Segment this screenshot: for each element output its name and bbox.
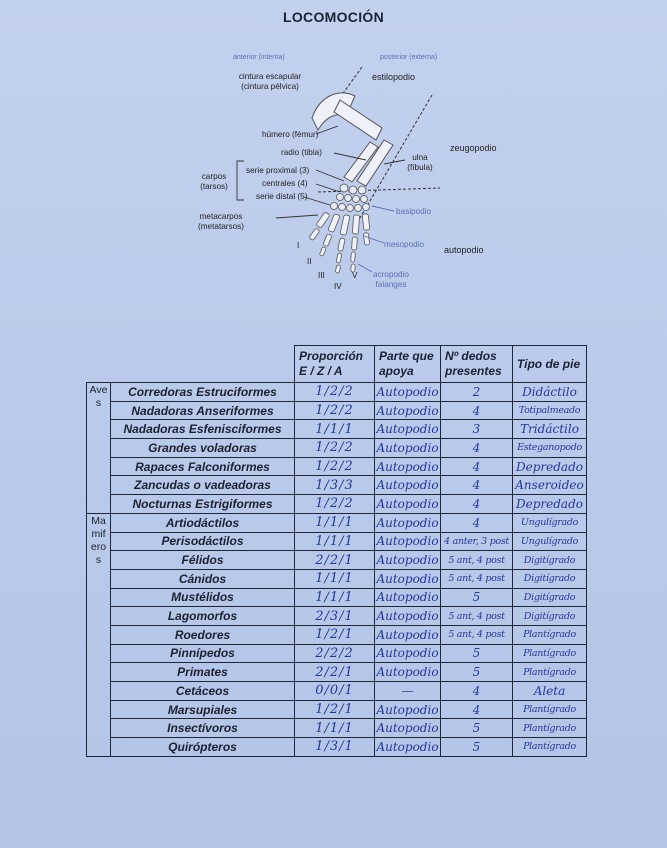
cell-name: Primates <box>111 663 295 682</box>
label-cintura <box>228 72 312 91</box>
cell-dedos: 5 <box>441 719 513 738</box>
cell-parte: Autopodio <box>375 644 441 663</box>
cell-tipo: Depredado <box>513 495 587 514</box>
cell-dedos: 4 <box>441 513 513 532</box>
cell-dedos: 4 <box>441 476 513 495</box>
cell-dedos: 4 <box>441 457 513 476</box>
label-digit-3: III <box>318 271 325 280</box>
label-posterior: posterior (externa) <box>380 54 438 61</box>
cell-tipo: Plantígrado <box>513 663 587 682</box>
cell-dedos: 5 <box>441 588 513 607</box>
cell-proporcion: 1/1/1 <box>295 719 375 738</box>
cell-parte: Autopodio <box>375 420 441 439</box>
label-acropodio-line2: falanges <box>375 279 407 289</box>
cell-parte: Autopodio <box>375 457 441 476</box>
cell-proporcion: 2/3/1 <box>295 607 375 626</box>
group-aves: Ave s <box>87 383 111 514</box>
cell-proporcion: 1/1/1 <box>295 513 375 532</box>
cell-name: Artiodáctilos <box>111 513 295 532</box>
cell-proporcion: 1/2/2 <box>295 439 375 458</box>
cell-tipo: Aleta <box>513 682 587 701</box>
label-carpos-line1: carpos <box>201 172 227 181</box>
label-centrales: centrales (4) <box>262 179 308 188</box>
label-metacarpos-line2: (metatarsos) <box>198 221 244 231</box>
table-row <box>87 719 587 738</box>
cell-proporcion: 1/3/1 <box>295 738 375 757</box>
table-row <box>87 420 587 439</box>
label-ulna-line1: ulna <box>412 153 428 162</box>
cell-parte: — <box>375 682 441 701</box>
cell-tipo: Digitígrado <box>513 607 587 626</box>
cell-parte: Autopodio <box>375 569 441 588</box>
cell-name: Cetáceos <box>111 682 295 701</box>
table-row <box>87 644 587 663</box>
cell-tipo: Digitígrado <box>513 569 587 588</box>
label-cintura-line1: cintura escapular <box>238 72 302 81</box>
cell-name: Félidos <box>111 551 295 570</box>
table-body <box>87 346 587 757</box>
label-autopodio: autopodio <box>444 245 484 255</box>
cell-proporcion: 1/2/1 <box>295 700 375 719</box>
label-metacarpos <box>192 212 250 231</box>
table-row <box>87 532 587 551</box>
table-row <box>87 700 587 719</box>
header-parte: Parte que apoya <box>375 346 441 383</box>
table-row <box>87 625 587 644</box>
cell-proporcion: 1/1/1 <box>295 420 375 439</box>
cell-tipo: Depredado <box>513 457 587 476</box>
cell-name: Grandes voladoras <box>111 439 295 458</box>
cell-dedos: 5 ant, 4 post <box>441 625 513 644</box>
label-ulna <box>400 153 440 172</box>
cell-name: Lagomorfos <box>111 607 295 626</box>
cell-name: Nadadoras Esfenisciformes <box>111 420 295 439</box>
cell-proporcion: 1/1/1 <box>295 532 375 551</box>
table-row <box>87 401 587 420</box>
cell-dedos: 4 <box>441 401 513 420</box>
cell-tipo: Plantígrado <box>513 719 587 738</box>
cell-parte: Autopodio <box>375 551 441 570</box>
label-mesopodio: mesopodio <box>384 240 425 249</box>
table-row <box>87 383 587 402</box>
label-ulna-line2: (fíbula) <box>407 162 433 172</box>
cell-dedos: 4 <box>441 700 513 719</box>
page-title: LOCOMOCIÓN <box>283 9 384 25</box>
cell-tipo: Ungulígrado <box>513 532 587 551</box>
header-proporcion: Proporción E / Z / A <box>295 346 375 383</box>
header-blank <box>87 346 295 383</box>
label-acropodio-line1: acropodio <box>373 270 409 279</box>
cell-tipo: Digitígrado <box>513 551 587 570</box>
cell-tipo: Anseroideo <box>513 476 587 495</box>
table-row <box>87 588 587 607</box>
label-anterior: anterior (interna) <box>233 54 285 61</box>
label-digit-4: IV <box>334 282 342 291</box>
label-carpos-line2: (tarsos) <box>200 181 228 191</box>
cell-proporcion: 2/2/1 <box>295 551 375 570</box>
cell-name: Pinnípedos <box>111 644 295 663</box>
cell-dedos: 5 <box>441 738 513 757</box>
cell-dedos: 5 ant, 4 post <box>441 607 513 626</box>
label-serie-proximal: serie proximal (3) <box>246 166 310 175</box>
cell-parte: Autopodio <box>375 625 441 644</box>
cell-proporcion: 1/2/2 <box>295 401 375 420</box>
humerus-bone <box>334 100 382 140</box>
table-row <box>87 476 587 495</box>
cell-name: Insectívoros <box>111 719 295 738</box>
cell-tipo: Esteganopodo <box>513 439 587 458</box>
label-zeugopodio: zeugopodio <box>450 143 497 153</box>
cell-name: Perisodáctilos <box>111 532 295 551</box>
cell-tipo: Digitígrado <box>513 588 587 607</box>
cell-tipo: Ungulígrado <box>513 513 587 532</box>
cell-dedos: 4 <box>441 495 513 514</box>
cell-proporcion: 1/2/2 <box>295 457 375 476</box>
cell-tipo: Plantígrado <box>513 625 587 644</box>
cell-tipo: Plantígrado <box>513 644 587 663</box>
cell-dedos: 4 <box>441 439 513 458</box>
limb-skeleton-diagram <box>0 0 667 330</box>
cell-name: Mustélidos <box>111 588 295 607</box>
cell-proporcion: 1/1/1 <box>295 569 375 588</box>
cell-dedos: 3 <box>441 420 513 439</box>
cell-parte: Autopodio <box>375 607 441 626</box>
cell-tipo: Plantígrado <box>513 700 587 719</box>
cell-proporcion: 2/2/1 <box>295 663 375 682</box>
group-mamiferos: Ma mif ero s <box>87 513 111 756</box>
basipodio-guide-line <box>318 188 440 192</box>
label-digit-2: II <box>307 257 312 266</box>
label-acropodio <box>366 270 416 289</box>
carpal-bones <box>331 184 370 212</box>
table-row <box>87 513 587 532</box>
cell-name: Cánidos <box>111 569 295 588</box>
cell-proporcion: 1/2/2 <box>295 495 375 514</box>
cell-proporcion: 2/2/2 <box>295 644 375 663</box>
cell-name: Nadadoras Anseriformes <box>111 401 295 420</box>
locomotion-table <box>86 345 587 757</box>
digit-bones <box>309 212 370 274</box>
cell-name: Corredoras Estruciformes <box>111 383 295 402</box>
table-header-row <box>87 346 587 383</box>
cell-dedos: 5 <box>441 663 513 682</box>
cell-parte: Autopodio <box>375 719 441 738</box>
cell-dedos: 5 <box>441 644 513 663</box>
label-estilopodio: estilopodio <box>372 72 416 82</box>
table-row <box>87 551 587 570</box>
table-row <box>87 457 587 476</box>
cell-parte: Autopodio <box>375 532 441 551</box>
cell-parte: Autopodio <box>375 513 441 532</box>
cell-proporcion: 1/2/1 <box>295 625 375 644</box>
cell-name: Marsupiales <box>111 700 295 719</box>
label-basipodio: basipodio <box>396 207 432 216</box>
label-digit-1: I <box>297 241 300 250</box>
cell-name: Zancudas o vadeadoras <box>111 476 295 495</box>
header-tipo: Tipo de pie <box>513 346 587 383</box>
cell-name: Nocturnas Estrigiformes <box>111 495 295 514</box>
cell-parte: Autopodio <box>375 495 441 514</box>
cell-dedos: 2 <box>441 383 513 402</box>
cell-parte: Autopodio <box>375 401 441 420</box>
label-carpos <box>195 172 233 191</box>
cell-proporcion: 1/1/1 <box>295 588 375 607</box>
cell-proporcion: 0/0/1 <box>295 682 375 701</box>
label-cintura-line2: (cintura pélvica) <box>241 81 299 91</box>
label-digit-5: V <box>352 271 358 280</box>
label-humero: húmero (fémur) <box>262 130 319 139</box>
cell-parte: Autopodio <box>375 588 441 607</box>
table-row <box>87 682 587 701</box>
label-serie-distal: serie distal (5) <box>256 192 308 201</box>
cell-parte: Autopodio <box>375 663 441 682</box>
cell-parte: Autopodio <box>375 383 441 402</box>
cell-parte: Autopodio <box>375 700 441 719</box>
table-row <box>87 495 587 514</box>
cell-name: Rapaces Falconiformes <box>111 457 295 476</box>
cell-name: Quirópteros <box>111 738 295 757</box>
table-row <box>87 439 587 458</box>
label-radio: radio (tibia) <box>281 148 322 157</box>
cell-parte: Autopodio <box>375 738 441 757</box>
header-dedos: Nº dedos presentes <box>441 346 513 383</box>
cell-tipo: Totipalmeado <box>513 401 587 420</box>
cell-proporcion: 1/2/2 <box>295 383 375 402</box>
cell-parte: Autopodio <box>375 439 441 458</box>
cell-proporcion: 1/3/3 <box>295 476 375 495</box>
table-row <box>87 663 587 682</box>
cell-dedos: 4 <box>441 682 513 701</box>
cell-dedos: 5 ant, 4 post <box>441 569 513 588</box>
cell-tipo: Tridáctilo <box>513 420 587 439</box>
cell-dedos: 5 ant, 4 post <box>441 551 513 570</box>
cell-tipo: Plantígrado <box>513 738 587 757</box>
cell-name: Roedores <box>111 625 295 644</box>
table-row <box>87 569 587 588</box>
label-metacarpos-line1: metacarpos <box>199 212 243 221</box>
cell-tipo: Didáctilo <box>513 383 587 402</box>
table-row <box>87 607 587 626</box>
cell-dedos: 4 anter, 3 post <box>441 532 513 551</box>
cell-parte: Autopodio <box>375 476 441 495</box>
table-row <box>87 738 587 757</box>
